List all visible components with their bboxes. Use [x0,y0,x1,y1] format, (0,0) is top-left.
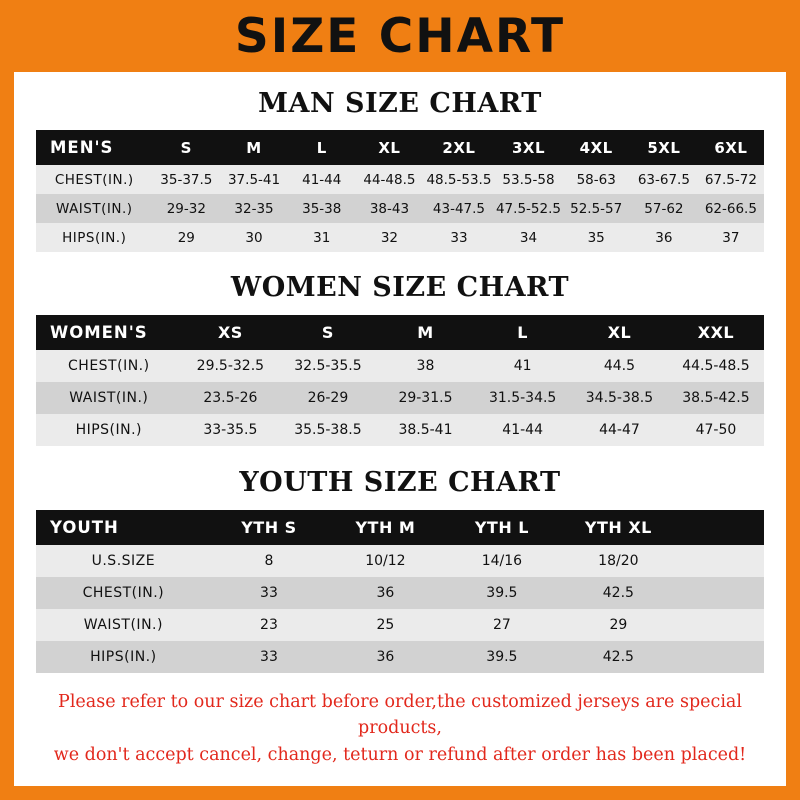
table-header-row [36,510,764,545]
youth-section-title: YOUTH SIZE CHART [239,467,561,498]
table-row [36,223,764,252]
table-cell: 31.5-34.5 [488,390,557,406]
table-row [36,577,764,609]
column-header: 5XL [647,138,681,157]
column-header: YTH M [355,518,416,537]
header-banner [0,0,800,72]
row-label: HIPS(IN.) [75,422,143,438]
table-row [36,165,764,194]
column-header: L [316,138,327,157]
table-cell [677,577,764,609]
table-cell [677,545,764,577]
table-row [36,382,764,414]
table-cell [677,609,764,641]
table-cell: 10/12 [365,553,406,569]
table-cell: 47.5-52.5 [495,200,561,217]
column-header: S [180,138,192,157]
row-label: WAIST(IN.) [83,617,163,633]
table-cell: 44-47 [599,422,640,438]
table-cell: 32.5-35.5 [294,358,362,374]
table-cell: 29.5-32.5 [196,358,265,374]
table-cell: 34 [519,229,538,246]
column-header [677,510,764,545]
table-cell: 44.5 [603,358,636,374]
table-cell: 48.5-53.5 [426,171,492,188]
table-cell: 53.5-58 [502,171,555,188]
table-cell: 41-44 [502,422,543,438]
women-section-title: WOMEN SIZE CHART [230,272,570,303]
table-cell: 36 [376,649,395,665]
page-title: SIZE CHART [234,8,566,64]
column-header: MEN'S [50,138,114,157]
table-cell: 37.5-41 [227,171,281,188]
column-header: L [517,323,528,342]
table-cell: 26-29 [307,390,349,406]
column-header: WOMEN'S [50,323,148,342]
column-header: YTH S [241,518,297,537]
row-label: HIPS(IN.) [62,229,127,246]
column-header: YOUTH [50,518,119,537]
table-header-row [36,315,764,350]
table-cell: 36 [376,585,395,601]
table-cell: 18/20 [598,553,639,569]
table-cell: 31 [313,229,331,246]
table-cell: 36 [655,229,673,246]
row-label: WAIST(IN.) [55,200,133,217]
women-size-table [36,315,764,446]
policy-note-line-1: Please refer to our size chart before order,the customized jerseys are special products, [58,692,742,739]
table-cell: 29 [177,229,195,246]
table-cell: 23.5-26 [203,390,258,406]
table-cell: 67.5-72 [704,171,757,188]
table-cell: 37 [722,229,740,246]
table-cell: 52.5-57 [570,200,623,217]
table-cell: 33 [450,229,468,246]
table-cell [677,641,764,673]
table-cell: 39.5 [486,649,518,665]
column-header: 3XL [511,138,545,157]
table-cell: 30 [245,229,263,246]
table-cell: 35.5-38.5 [294,422,362,438]
column-header: YTH XL [584,518,652,537]
table-cell: 29-32 [166,200,206,217]
man-section-title: MAN SIZE CHART [258,88,542,119]
row-label: HIPS(IN.) [90,649,157,665]
table-cell: 38-43 [369,200,410,217]
table-cell: 41 [513,358,532,374]
table-cell: 39.5 [486,585,518,601]
table-cell: 32 [380,229,399,246]
table-header-row [36,130,764,165]
table-row [36,350,764,382]
table-cell: 42.5 [602,649,634,665]
row-label: U.S.SIZE [91,553,156,569]
table-cell: 29 [609,617,628,633]
table-cell: 33-35.5 [203,422,258,438]
table-cell: 8 [264,553,274,569]
youth-size-table [36,510,764,673]
table-row [36,414,764,446]
table-cell: 62-66.5 [704,200,757,217]
table-row [36,194,764,223]
table-cell: 35 [587,229,605,246]
table-cell: 58-63 [576,171,616,188]
table-cell: 27 [492,617,511,633]
table-cell: 44-48.5 [363,171,416,188]
table-cell: 35-37.5 [160,171,213,188]
table-cell: 57-62 [644,200,684,217]
table-cell: 42.5 [602,585,634,601]
row-label: CHEST(IN.) [68,358,150,374]
table-cell: 38.5-41 [398,422,453,438]
table-cell: 34.5-38.5 [585,390,654,406]
table-cell: 63-67.5 [637,171,690,188]
table-cell: 44.5-48.5 [682,358,750,374]
column-header: XS [217,323,243,342]
table-cell: 47-50 [695,422,737,438]
table-row [36,545,764,577]
column-header: M [417,323,434,342]
column-header: XL [378,138,401,157]
table-cell: 23 [260,617,278,633]
table-cell: 43-47.5 [432,200,485,217]
column-header: 2XL [442,138,476,157]
table-cell: 14/16 [481,553,523,569]
table-row [36,609,764,641]
chart-content [14,88,786,768]
column-header: 4XL [579,138,613,157]
row-label: CHEST(IN.) [82,585,165,601]
table-cell: 33 [260,585,278,601]
column-header: S [321,323,334,342]
policy-note [36,689,764,768]
table-cell: 25 [376,617,395,633]
table-cell: 35-38 [302,200,342,217]
column-header: XXL [697,323,735,342]
table-cell: 41-44 [302,171,342,188]
row-label: CHEST(IN.) [54,171,134,188]
table-cell: 38.5-42.5 [682,390,750,406]
column-header: 6XL [714,138,748,157]
column-header: M [246,138,262,157]
man-size-table [36,130,764,252]
column-header: XL [607,323,632,342]
table-cell: 33 [260,649,278,665]
policy-note-line-2: we don't accept cancel, change, teturn or refund after order has been placed! [53,744,747,765]
table-row [36,641,764,673]
footer-banner [0,786,800,800]
table-cell: 32-35 [234,200,274,217]
table-cell: 29-31.5 [398,390,453,406]
row-label: WAIST(IN.) [69,390,149,406]
table-cell: 38 [416,358,435,374]
column-header: YTH L [474,518,529,537]
